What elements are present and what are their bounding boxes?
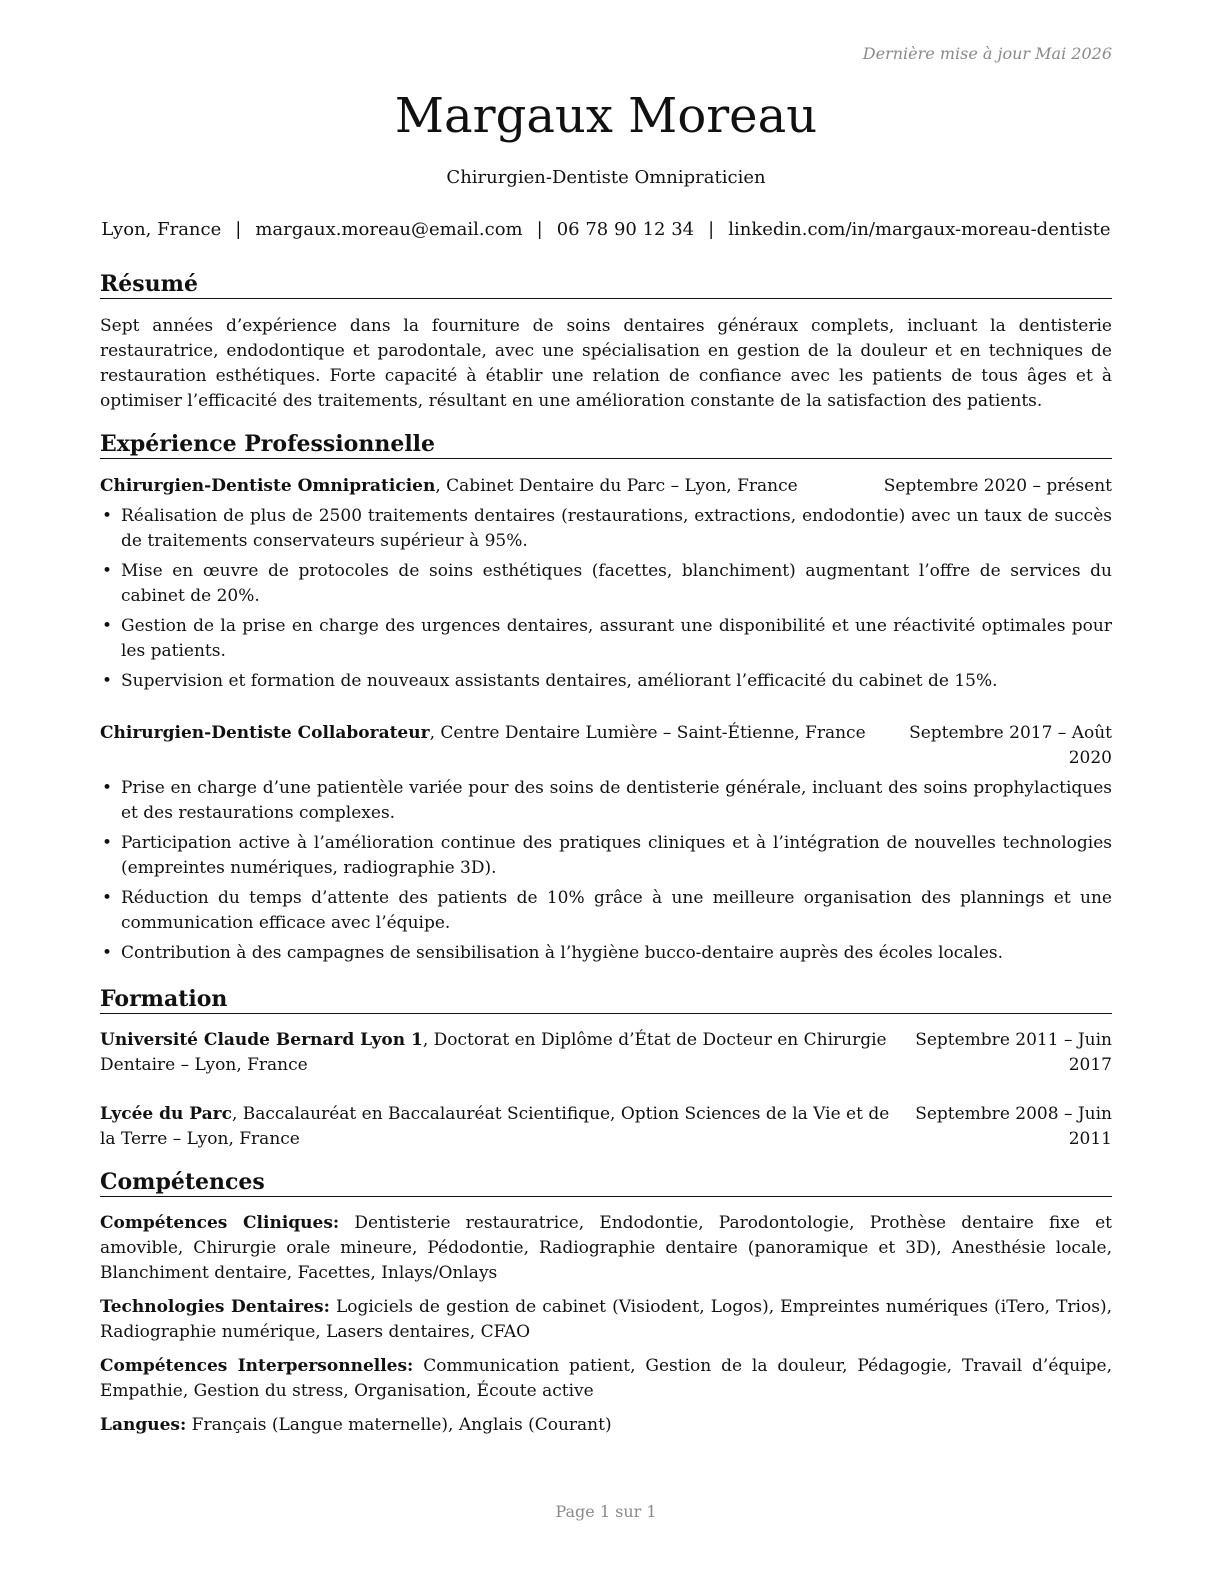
skill-group (100, 1295, 1112, 1345)
skill-group-label: Langues: (100, 1415, 187, 1435)
candidate-name: Margaux Moreau (394, 88, 818, 144)
education-dates (915, 1028, 1112, 1078)
list-item: • Réduction du temps d’attente des patients de 10% grâce à une meilleure organisation des plannings et une communication efficace avec l’équipe. (100, 886, 1112, 936)
contact-separator: | (235, 219, 242, 240)
degree-location: la Terre – Lyon, France (100, 1129, 300, 1149)
list-item: • Participation active à l’amélioration continue des pratiques cliniques et à l’intégration de nouvelles technologies (empreintes numériques, radiographie 3D). (100, 831, 1112, 881)
section-title-experience: Expérience Professionnelle (100, 430, 1112, 459)
job-employer: , Cabinet Dentaire du Parc – Lyon, France (435, 476, 798, 496)
education-dates-line-1: Septembre 2008 – Juin (915, 1104, 1112, 1124)
education-entry (100, 1028, 1112, 1078)
summary-text: Sept années d’expérience dans la fourniture de soins dentaires généraux complets, incluant la dentisterie restauratrice, endodontique et parodontale, avec une spécialisation en gestion de la douleur et en techniques de restauration esthétiques. Forte capacité à établir une relation de confiance avec les patients de tous âges et à optimiser l’efficacité des traitements, résultant en une amélioration constante de la satisfaction des patients. (100, 316, 1112, 411)
job-dates: Septembre 2020 – présent (883, 476, 1112, 496)
skill-group (100, 1354, 1112, 1404)
job-title: Chirurgien-Dentiste Omnipraticien (100, 476, 436, 496)
contact-location: Lyon, France (101, 219, 222, 240)
contact-linkedin[interactable]: linkedin.com/in/margaux-moreau-dentiste (728, 219, 1111, 240)
degree: , Baccalauréat en Baccalauréat Scientifique, Option Sciences de la Vie et de (231, 1104, 890, 1124)
job-title: Chirurgien-Dentiste Collaborateur (100, 723, 430, 743)
skill-group-text: Logiciels de gestion de cabinet (Visiodent, Logos), Empreintes numériques (iTero, Trios), Radiographie numérique, Lasers dentaires, CFAO (100, 1297, 1112, 1342)
degree: , Doctorat en Diplôme d’État de Docteur en Chirurgie (422, 1030, 887, 1050)
job-employer: , Centre Dentaire Lumière – Saint-Étienne, France (429, 723, 866, 743)
list-item: • Prise en charge d’une patientèle variée pour des soins de dentisterie générale, incluant des soins prophylactiques et des restaurations complexes. (100, 776, 1112, 826)
job-dates-line-2: 2020 (1068, 748, 1112, 768)
candidate-headline: Chirurgien-Dentiste Omnipraticien (446, 167, 766, 188)
skill-group-text: Dentisterie restauratrice, Endodontie, Parodontologie, Prothèse dentaire fixe et amovible, Chirurgie orale mineure, Pédodontie, Radiographie dentaire (panoramique et 3D), Anesthésie locale, Blanchiment dentaire, Facettes, Inlays/Onlays (100, 1213, 1112, 1283)
contact-line (80, 218, 1132, 242)
skill-group (100, 1413, 1112, 1438)
education-dates-line-1: Septembre 2011 – Juin (915, 1030, 1112, 1050)
skill-group-label: Compétences Interpersonnelles: (100, 1356, 414, 1376)
skill-group-label: Technologies Dentaires: (100, 1297, 330, 1317)
experience-entry-header (100, 721, 1112, 768)
list-item: • Supervision et formation de nouveaux assistants dentaires, améliorant l’efficacité du cabinet de 15%. (100, 669, 1112, 694)
section-title-skills: Compétences (100, 1168, 1112, 1197)
school-name: Lycée du Parc (100, 1104, 232, 1124)
education-entry (100, 1102, 1112, 1152)
contact-email[interactable]: margaux.moreau@email.com (255, 219, 523, 240)
degree-location: Dentaire – Lyon, France (100, 1055, 308, 1075)
education-dates-line-2: 2011 (1068, 1129, 1112, 1149)
list-item: • Gestion de la prise en charge des urgences dentaires, assurant une disponibilité et une réactivité optimales pour les patients. (100, 614, 1112, 664)
skill-group-text: Français (Langue maternelle), Anglais (Courant) (186, 1415, 612, 1435)
page-number: Page 1 sur 1 (555, 1502, 657, 1521)
section-title-education: Formation (100, 985, 1112, 1014)
list-item: • Contribution à des campagnes de sensibilisation à l’hygiène bucco-dentaire auprès des écoles locales. (100, 941, 1112, 966)
skill-group-text: Communication patient, Gestion de la douleur, Pédagogie, Travail d’équipe, Empathie, Gestion du stress, Organisation, Écoute active (100, 1356, 1112, 1401)
list-item: • Mise en œuvre de protocoles de soins esthétiques (facettes, blanchiment) augmentant l’offre de services du cabinet de 20%. (100, 559, 1112, 609)
job-dates (909, 721, 1112, 771)
education-dates-line-2: 2017 (1068, 1055, 1112, 1075)
skill-group-label: Compétences Cliniques: (100, 1213, 340, 1233)
experience-bullets (100, 504, 1112, 699)
contact-phone[interactable]: 06 78 90 12 34 (556, 219, 695, 240)
skill-group (100, 1211, 1112, 1286)
education-dates (915, 1102, 1112, 1152)
contact-separator: | (708, 219, 715, 240)
job-dates-line-1: Septembre 2017 – Août (909, 723, 1112, 743)
school-name: Université Claude Bernard Lyon 1 (100, 1030, 423, 1050)
list-item: • Réalisation de plus de 2500 traitements dentaires (restaurations, extractions, endodontie) avec un taux de succès de traitements conservateurs supérieur à 95%. (100, 504, 1112, 554)
experience-entry-header (100, 474, 1112, 499)
contact-separator: | (536, 219, 543, 240)
last-updated-note: Dernière mise à jour Mai 2026 (862, 44, 1112, 63)
resume-page (100, 0, 1112, 1584)
section-title-summary: Résumé (100, 270, 1112, 299)
experience-bullets (100, 776, 1112, 971)
